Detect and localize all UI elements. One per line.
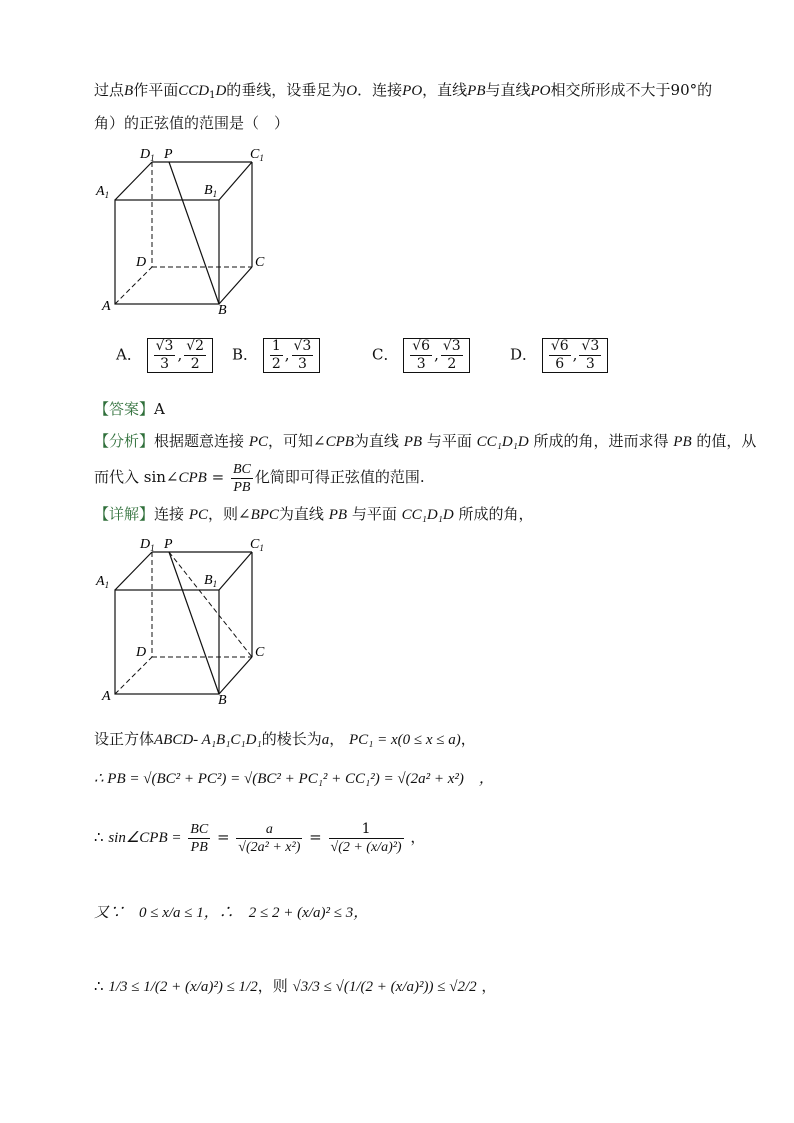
question-line-1: 过点B作平面$CCD_1D$的垂线，设垂足为O．连接PO，直线PB与直线PO相交所形成不大于90°的 bbox=[94, 81, 713, 101]
label-A: A bbox=[102, 689, 111, 704]
label-D: D bbox=[136, 645, 147, 660]
label-C1: $C_1$ bbox=[250, 147, 264, 163]
label-D: D bbox=[136, 255, 147, 270]
label-A1: $A_1$ bbox=[96, 184, 110, 200]
label-P: P bbox=[164, 147, 173, 162]
detail-line-1: 【详解】连接 PC，则∠BPC为直线 PB 与平面 CC₁D₁D 所成的角， bbox=[94, 505, 534, 523]
step-4: 又∵ 0 ≤ x/a ≤ 1，∴ 2 ≤ 2 + (x/a)² ≤ 3， bbox=[94, 905, 369, 921]
answer-line bbox=[94, 398, 165, 420]
label-C: C bbox=[255, 645, 265, 660]
cube-figure-1 bbox=[92, 140, 282, 320]
label-D1: $D_1$ bbox=[140, 537, 155, 553]
option-b[interactable]: B． $\frac{1}{2}$ , $\frac{√3}{3}$ bbox=[232, 338, 320, 373]
label-C1: $C_1$ bbox=[250, 537, 264, 553]
answer-tag: 【答案】 bbox=[94, 400, 155, 418]
step-2: ∴ PB = √(BC² + PC²) = √(BC² + PC₁² + CC₁²) = √(2a² + x²) ， bbox=[94, 771, 494, 787]
option-d[interactable]: D． $\frac{√6}{6}$ , $\frac{√3}{3}$ bbox=[510, 338, 608, 373]
step-3: ∴ sin∠CPB = $\frac{BC}{PB}$ = $\frac{a}{\text{√(2a² + x²)}}$ = $\frac{1}{\text{√(2 + (x/a)²)}}$ ， bbox=[94, 820, 426, 855]
analysis-line-2: 而代入 sin∠CPB = $\frac{BC}{PB}$ 化简即可得正弦值的范围. bbox=[94, 461, 425, 495]
answer-value: A bbox=[154, 400, 165, 418]
label-P: P bbox=[164, 537, 173, 552]
label-A: A bbox=[102, 299, 111, 314]
analysis-line-1: 【分析】根据题意连接 PC，可知∠CPB为直线 PB 与平面 CC₁D₁D 所成的角，进而求得 PB 的值，从 bbox=[94, 432, 757, 450]
cube-figure-2 bbox=[92, 530, 282, 710]
label-B1: $B_1$ bbox=[204, 183, 218, 199]
label-C: C bbox=[255, 255, 265, 270]
step-5: ∴ 1/3 ≤ 1/(2 + (x/a)²) ≤ 1/2，则 √3/3 ≤ √(1/(2 + (x/a)²)) ≤ √2/2 ， bbox=[94, 977, 497, 995]
question-line-2: 角）的正弦值的范围是（ ） bbox=[94, 114, 290, 132]
option-c[interactable]: C． $\frac{√6}{3}$ , $\frac{√3}{2}$ bbox=[372, 338, 470, 373]
step-1: 设正方体ABCD- A₁B₁C₁D₁的棱长为a， PC₁ = x(0 ≤ x ≤ a)， bbox=[94, 730, 476, 748]
label-B: B bbox=[218, 303, 227, 318]
label-B1: $B_1$ bbox=[204, 573, 218, 589]
label-B: B bbox=[218, 693, 227, 708]
label-D1: $D_1$ bbox=[140, 147, 155, 163]
option-a[interactable]: A． $\frac{√3}{3}$ , $\frac{√2}{2}$ bbox=[116, 338, 213, 373]
label-A1: $A_1$ bbox=[96, 574, 110, 590]
